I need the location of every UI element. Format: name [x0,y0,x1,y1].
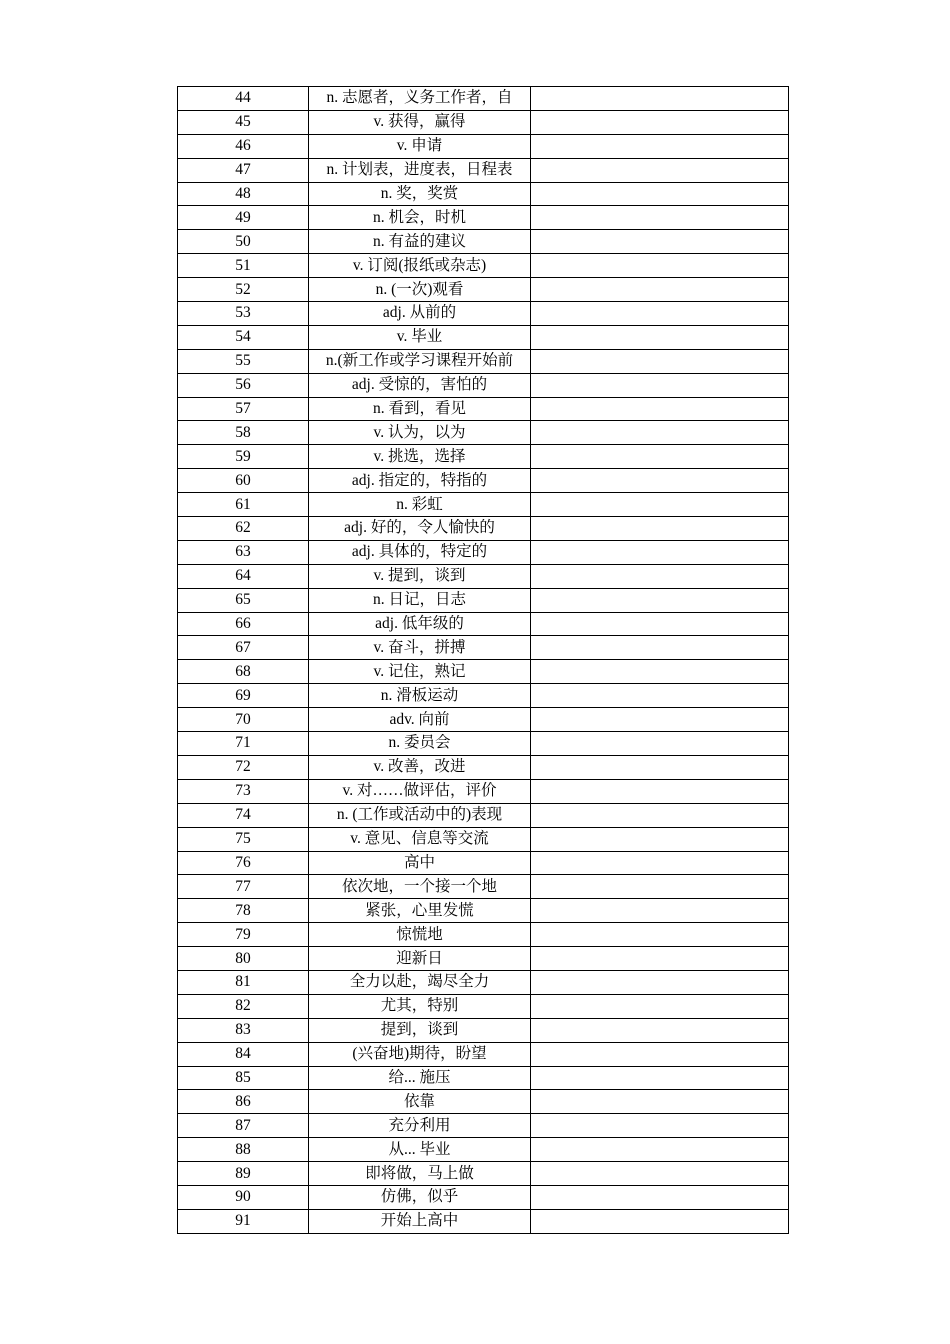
row-number-cell: 57 [178,397,309,421]
meaning-cell: 高中 [309,851,531,875]
table-row [178,182,789,206]
meaning-cell: 依次地，一个接一个地 [309,875,531,899]
table-row [178,994,789,1018]
meaning-cell: 尤其，特别 [309,994,531,1018]
meaning-cell: v. 挑选，选择 [309,445,531,469]
answer-blank-cell [531,684,789,708]
answer-blank-cell [531,349,789,373]
table-row [178,1209,789,1233]
answer-blank-cell [531,779,789,803]
vocab-table [177,86,789,1234]
table-row [178,660,789,684]
answer-blank-cell [531,827,789,851]
table-row [178,827,789,851]
row-number-cell: 86 [178,1090,309,1114]
answer-blank-cell [531,517,789,541]
meaning-cell: n. 志愿者，义务工作者，自 [309,87,531,111]
answer-blank-cell [531,1114,789,1138]
table-row [178,230,789,254]
table-row [178,134,789,158]
meaning-cell: adj. 从前的 [309,302,531,326]
table-row [178,517,789,541]
meaning-cell: 即将做，马上做 [309,1162,531,1186]
row-number-cell: 64 [178,564,309,588]
row-number-cell: 59 [178,445,309,469]
table-row [178,1162,789,1186]
answer-blank-cell [531,325,789,349]
table-row [178,349,789,373]
meaning-cell: n. 日记，日志 [309,588,531,612]
table-row [178,1114,789,1138]
row-number-cell: 60 [178,469,309,493]
row-number-cell: 66 [178,612,309,636]
answer-blank-cell [531,636,789,660]
meaning-cell: n. 有益的建议 [309,230,531,254]
row-number-cell: 48 [178,182,309,206]
table-row [178,397,789,421]
answer-blank-cell [531,612,789,636]
row-number-cell: 55 [178,349,309,373]
answer-blank-cell [531,134,789,158]
row-number-cell: 69 [178,684,309,708]
meaning-cell: v. 对……做评估，评价 [309,779,531,803]
meaning-cell: 仿佛，似乎 [309,1185,531,1209]
row-number-cell: 49 [178,206,309,230]
row-number-cell: 67 [178,636,309,660]
table-row [178,278,789,302]
meaning-cell: n. 看到，看见 [309,397,531,421]
table-row [178,970,789,994]
table-row [178,612,789,636]
meaning-cell: n. (工作或活动中的)表现 [309,803,531,827]
answer-blank-cell [531,755,789,779]
meaning-cell: n. 奖，奖赏 [309,182,531,206]
answer-blank-cell [531,803,789,827]
table-row [178,87,789,111]
meaning-cell: n. 机会，时机 [309,206,531,230]
row-number-cell: 77 [178,875,309,899]
table-row [178,1066,789,1090]
table-row [178,421,789,445]
row-number-cell: 88 [178,1138,309,1162]
row-number-cell: 76 [178,851,309,875]
row-number-cell: 89 [178,1162,309,1186]
meaning-cell: v. 毕业 [309,325,531,349]
answer-blank-cell [531,373,789,397]
answer-blank-cell [531,660,789,684]
answer-blank-cell [531,206,789,230]
answer-blank-cell [531,397,789,421]
answer-blank-cell [531,254,789,278]
row-number-cell: 50 [178,230,309,254]
answer-blank-cell [531,182,789,206]
meaning-cell: 紧张，心里发慌 [309,899,531,923]
answer-blank-cell [531,302,789,326]
answer-blank-cell [531,994,789,1018]
meaning-cell: 惊慌地 [309,923,531,947]
vocab-table-body [178,87,789,1234]
meaning-cell: (兴奋地)期待，盼望 [309,1042,531,1066]
row-number-cell: 82 [178,994,309,1018]
row-number-cell: 79 [178,923,309,947]
meaning-cell: n. 彩虹 [309,493,531,517]
row-number-cell: 71 [178,732,309,756]
table-row [178,588,789,612]
meaning-cell: 开始上高中 [309,1209,531,1233]
table-row [178,1018,789,1042]
meaning-cell: adv. 向前 [309,708,531,732]
answer-blank-cell [531,970,789,994]
meaning-cell: n. 计划表，进度表，日程表 [309,158,531,182]
meaning-cell: 充分利用 [309,1114,531,1138]
answer-blank-cell [531,445,789,469]
row-number-cell: 72 [178,755,309,779]
table-row [178,851,789,875]
answer-blank-cell [531,1162,789,1186]
row-number-cell: 58 [178,421,309,445]
meaning-cell: adj. 好的，令人愉快的 [309,517,531,541]
meaning-cell: n. 滑板运动 [309,684,531,708]
row-number-cell: 84 [178,1042,309,1066]
row-number-cell: 47 [178,158,309,182]
row-number-cell: 91 [178,1209,309,1233]
table-row [178,445,789,469]
table-row [178,684,789,708]
table-row [178,899,789,923]
meaning-cell: adj. 受惊的，害怕的 [309,373,531,397]
row-number-cell: 90 [178,1185,309,1209]
answer-blank-cell [531,923,789,947]
row-number-cell: 73 [178,779,309,803]
table-row [178,923,789,947]
meaning-cell: v. 改善，改进 [309,755,531,779]
answer-blank-cell [531,540,789,564]
answer-blank-cell [531,851,789,875]
row-number-cell: 83 [178,1018,309,1042]
answer-blank-cell [531,278,789,302]
meaning-cell: adj. 低年级的 [309,612,531,636]
row-number-cell: 65 [178,588,309,612]
answer-blank-cell [531,1066,789,1090]
answer-blank-cell [531,469,789,493]
row-number-cell: 62 [178,517,309,541]
answer-blank-cell [531,1185,789,1209]
row-number-cell: 68 [178,660,309,684]
table-row [178,732,789,756]
meaning-cell: 从... 毕业 [309,1138,531,1162]
row-number-cell: 85 [178,1066,309,1090]
meaning-cell: n.(新工作或学习课程开始前 [309,349,531,373]
meaning-cell: n. 委员会 [309,732,531,756]
meaning-cell: v. 记住，熟记 [309,660,531,684]
meaning-cell: v. 申请 [309,134,531,158]
answer-blank-cell [531,1018,789,1042]
answer-blank-cell [531,708,789,732]
table-row [178,564,789,588]
row-number-cell: 44 [178,87,309,111]
table-row [178,540,789,564]
table-row [178,325,789,349]
answer-blank-cell [531,110,789,134]
table-row [178,1138,789,1162]
row-number-cell: 78 [178,899,309,923]
table-row [178,755,789,779]
row-number-cell: 80 [178,947,309,971]
row-number-cell: 61 [178,493,309,517]
table-row [178,875,789,899]
table-row [178,110,789,134]
table-row [178,158,789,182]
row-number-cell: 63 [178,540,309,564]
meaning-cell: n. (一次)观看 [309,278,531,302]
row-number-cell: 56 [178,373,309,397]
meaning-cell: adj. 具体的，特定的 [309,540,531,564]
meaning-cell: v. 订阅(报纸或杂志) [309,254,531,278]
meaning-cell: v. 获得，赢得 [309,110,531,134]
table-row [178,947,789,971]
answer-blank-cell [531,1209,789,1233]
answer-blank-cell [531,158,789,182]
answer-blank-cell [531,732,789,756]
answer-blank-cell [531,947,789,971]
meaning-cell: 全力以赴，竭尽全力 [309,970,531,994]
answer-blank-cell [531,875,789,899]
table-row [178,254,789,278]
table-row [178,302,789,326]
table-row [178,1090,789,1114]
meaning-cell: adj. 指定的，特指的 [309,469,531,493]
answer-blank-cell [531,899,789,923]
answer-blank-cell [531,588,789,612]
answer-blank-cell [531,230,789,254]
answer-blank-cell [531,1138,789,1162]
row-number-cell: 87 [178,1114,309,1138]
answer-blank-cell [531,1042,789,1066]
answer-blank-cell [531,87,789,111]
meaning-cell: 迎新日 [309,947,531,971]
table-row [178,708,789,732]
meaning-cell: 给... 施压 [309,1066,531,1090]
row-number-cell: 54 [178,325,309,349]
answer-blank-cell [531,421,789,445]
table-row [178,469,789,493]
meaning-cell: v. 提到，谈到 [309,564,531,588]
answer-blank-cell [531,564,789,588]
meaning-cell: v. 奋斗，拼搏 [309,636,531,660]
answer-blank-cell [531,1090,789,1114]
row-number-cell: 45 [178,110,309,134]
table-row [178,803,789,827]
table-row [178,636,789,660]
meaning-cell: 提到，谈到 [309,1018,531,1042]
row-number-cell: 52 [178,278,309,302]
table-row [178,206,789,230]
table-row [178,779,789,803]
row-number-cell: 70 [178,708,309,732]
table-row [178,1185,789,1209]
row-number-cell: 74 [178,803,309,827]
row-number-cell: 53 [178,302,309,326]
row-number-cell: 46 [178,134,309,158]
row-number-cell: 51 [178,254,309,278]
meaning-cell: 依靠 [309,1090,531,1114]
answer-blank-cell [531,493,789,517]
table-row [178,1042,789,1066]
table-row [178,373,789,397]
row-number-cell: 75 [178,827,309,851]
meaning-cell: v. 认为，以为 [309,421,531,445]
meaning-cell: v. 意见、信息等交流 [309,827,531,851]
table-row [178,493,789,517]
row-number-cell: 81 [178,970,309,994]
